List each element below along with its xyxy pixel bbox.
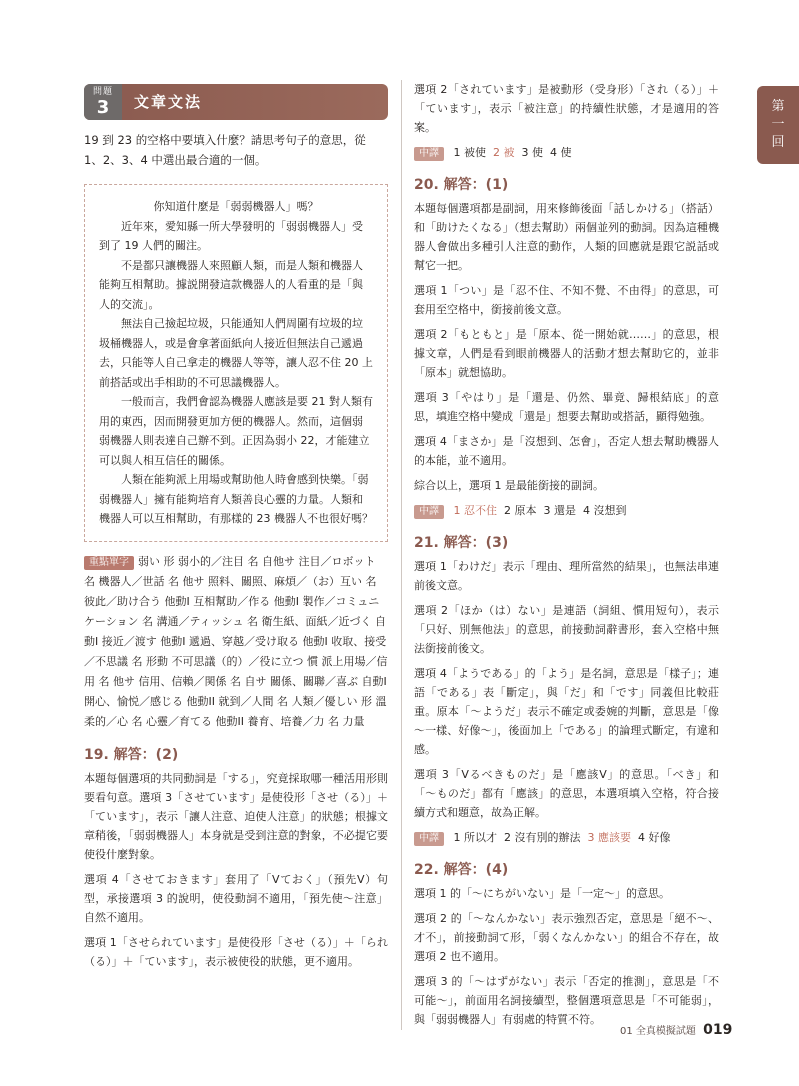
translation-label: 中譯	[414, 505, 444, 519]
section-tag-number: 3	[96, 96, 110, 118]
right-column	[414, 80, 719, 1035]
answer-paragraph: 選項 4「させておきます」套用了「Vておく」（預先V）句型，承接選項 3 的說明，使役動詞不適用，「預先使～注意」自然不適用。	[84, 872, 388, 924]
answer-paragraph: 選項 1 的「～にちがいない」是「一定～」的意思。	[414, 887, 670, 900]
answer-paragraph: 選項 4「ようである」的「よう」是名詞，意思是「樣子」；連語「である」表「斷定」，與「だ」和「です」同義但比較莊重。原本「～ようだ」表示不確定或委婉的判斷，意思是「像～一樣、好像～」，後面加上「である」的論理式斷定，有違和感。	[414, 667, 719, 756]
translation-option: 1 所以才	[453, 831, 497, 844]
translation-option-correct: 3 應該要	[587, 831, 631, 844]
answer-paragraph: 選項 3 的「～はずがない」表示「否定的推測」，意思是「不可能～」，前面用名詞接續型，整個選項意思是「不可能弱」，與「弱弱機器人」有弱處的特質不符。	[414, 975, 719, 1026]
translation-option: 4 沒想到	[583, 504, 627, 517]
translation-option-correct: 2 被	[493, 146, 515, 159]
translation-option: 4 使	[550, 146, 572, 159]
chapter-tab-char: 回	[771, 135, 785, 150]
translation-label: 中譯	[414, 832, 444, 846]
translation-option: 3 還是	[543, 504, 576, 517]
section-instruction: 19 到 23 的空格中要填入什麼？請思考句子的意思，從 1、2、3、4 中選出最合適的一個。	[84, 133, 366, 167]
passage-paragraph: 人類在能夠派上用場或幫助他人時會感到快樂。「弱弱機器人」擁有能夠培育人類善良心靈的力量。人類和機器人可以互相幫助，有那樣的 23 機器人不也很好嗎？	[99, 473, 373, 525]
answer-paragraph: 選項 2「ほか（は）ない」是連語（詞組、慣用短句），表示「只好、別無他法」的意思，前接動詞辭書形，套入空格中無法銜接前後文。	[414, 604, 719, 655]
passage-paragraph: 近年來，愛知縣一所大學發明的「弱弱機器人」受到了 19 人們的關注。	[99, 219, 363, 252]
answer-paragraph: 選項 2「されています」是被動形（受身形）「され（る）」＋「ています」，表示「被注意」的持續性狀態，才是適用的答案。	[414, 83, 719, 134]
answer-title: 19. 解答：(2)	[84, 746, 179, 763]
section-header	[84, 84, 388, 120]
translation-label: 中譯	[414, 147, 444, 161]
translation-option: 2 沒有別的辦法	[504, 831, 581, 844]
passage-paragraph: 不是都只讓機器人來照顧人類，而是人類和機器人能夠互相幫助。據説開發這款機器人的人看重的是「與人的交流」。	[99, 258, 363, 311]
answer-paragraph: 選項 1「させられています」是使役形「させ（る）」＋「られ（る）」＋「ています」，表示被使役的狀態，更不適用。	[84, 935, 388, 968]
column-divider	[401, 80, 402, 1030]
translation-option: 3 使	[521, 146, 543, 159]
passage-paragraph: 一般而言，我們會認為機器人應該是要 21 對人類有用的東西，因而開發更加方便的機器人。然而，這個弱弱機器人則表達自己辦不到。正因為弱小 22，才能建立可以與人相互信任的關係。	[99, 395, 373, 467]
answer-paragraph: 選項 2 的「～なんかない」表示強烈否定，意思是「絕不～、才不」，前接動詞て形，「弱くなんかない」的組合不存在，故選項 2 也不適用。	[414, 912, 719, 963]
answer-paragraph: 選項 3「Vるべきものだ」是「應該V」的意思。「べき」和「～ものだ」都有「應該」的意思，本選項填入空格，符合接續方式和題意，故為正解。	[414, 768, 719, 819]
answer-paragraph: 選項 1「わけだ」表示「理由、理所當然的結果」，也無法串連前後文意。	[414, 560, 719, 592]
translation-option: 2 原本	[504, 504, 537, 517]
answer-title: 20. 解答：(1)	[414, 177, 509, 193]
answer-title: 21. 解答：(3)	[414, 535, 509, 551]
page-footer	[620, 1022, 732, 1038]
answer-paragraph: 選項 4「まさか」是「沒想到、怎會」，否定人想去幫助機器人的本能，並不適用。	[414, 435, 719, 467]
page-number: 019	[703, 1022, 733, 1038]
answer-paragraph: 選項 1「つい」是「忍不住、不知不覺、不由得」的意思，可套用至空格中，銜接前後文意。	[414, 284, 719, 316]
translation-option: 4 好像	[638, 831, 671, 844]
answer-paragraph: 本題每個選項都是副詞，用來修飾後面「話しかける」（搭話）和「助けたくなる」（想去幫助）兩個並列的動詞。因為這種機器人會做出多種引人注意的動作，人類的回應就是跟它説話或幫它一把。	[414, 202, 719, 272]
vocab-block	[84, 552, 388, 732]
answer-paragraph: 選項 3「やはり」是「還是、仍然、畢竟、歸根結底」的意思，填進空格中變成「還是」想要去幫助或搭話，顯得勉強。	[414, 391, 719, 423]
translation-row	[414, 143, 719, 162]
passage-title: 你知道什麼是「弱弱機器人」嗎？	[153, 200, 319, 213]
translation-option-correct: 1 忍不住	[453, 504, 497, 517]
answer-title: 22. 解答：(4)	[414, 862, 509, 878]
answer-paragraph: 綜合以上，選項 1 是最能銜接的副詞。	[414, 479, 604, 492]
translation-row	[414, 828, 719, 847]
passage-paragraph: 無法自己撿起垃圾，只能通知人們周圍有垃圾的垃圾桶機器人，或是會拿著面紙向人接近但無法自己遞過去，只能等人自己拿走的機器人等等，讓人忍不住 20 上前搭話或出手相助的不可思議機器人。	[99, 317, 373, 389]
reading-passage	[84, 184, 388, 542]
left-column	[84, 84, 388, 977]
section-tag	[84, 84, 122, 120]
answer-paragraph: 選項 2「もともと」是「原本、從一開始就……」的意思，根據文章，人們是看到眼前機器人的活動才想去幫助它的，並非「原本」就想協助。	[414, 328, 719, 379]
section-title: 文章文法	[134, 92, 203, 111]
vocab-text: 弱い 形 弱小的／注目 名 自他サ 注目／ロボット 名 機器人／世話 名 他サ 照料、關照、麻煩／（お）互い 名 彼此／助け合う 他動I 互相幫助／作る 他動I 製作／コミュニケーション 名 溝通／ティッシュ 名 衛生紙、面紙／近づく 自動I 接近／渡す 他動I 遞過、穿越／受け取る 他動I 收取、接受／不思議 名 形動 不可思議（的）／役に立つ 慣 派上用場／信用 名 他サ 信用、信賴／関係 名 自サ 關係、關聯／喜ぶ 自動I 開心、愉悦／感じる 他動II 就到／人間 名 人類／優しい 形 溫柔的／心 名 心靈／育てる 他動II 養育、培養／力 名 力量	[84, 554, 388, 728]
chapter-tab	[757, 86, 799, 164]
footer-label: 01 全真模擬試題	[620, 1026, 696, 1037]
translation-option: 1 被使	[453, 146, 486, 159]
translation-row	[414, 501, 719, 520]
chapter-tab-char: 一	[771, 117, 785, 132]
vocab-label: 重點單字	[84, 556, 134, 570]
section-tag-label: 問題	[92, 86, 113, 97]
chapter-tab-char: 第	[771, 99, 785, 114]
answer-paragraph: 本題每個選項的共同動詞是「する」，究竟採取哪一種活用形則要看句意。選項 3「させています」是使役形「させ（る）」＋「ています」，表示「讓人注意、迫使人注意」的狀態；根據文章稍後，「弱弱機器人」本身就是受到注意的對象，不必提它要使役什麼對象。	[84, 771, 388, 861]
